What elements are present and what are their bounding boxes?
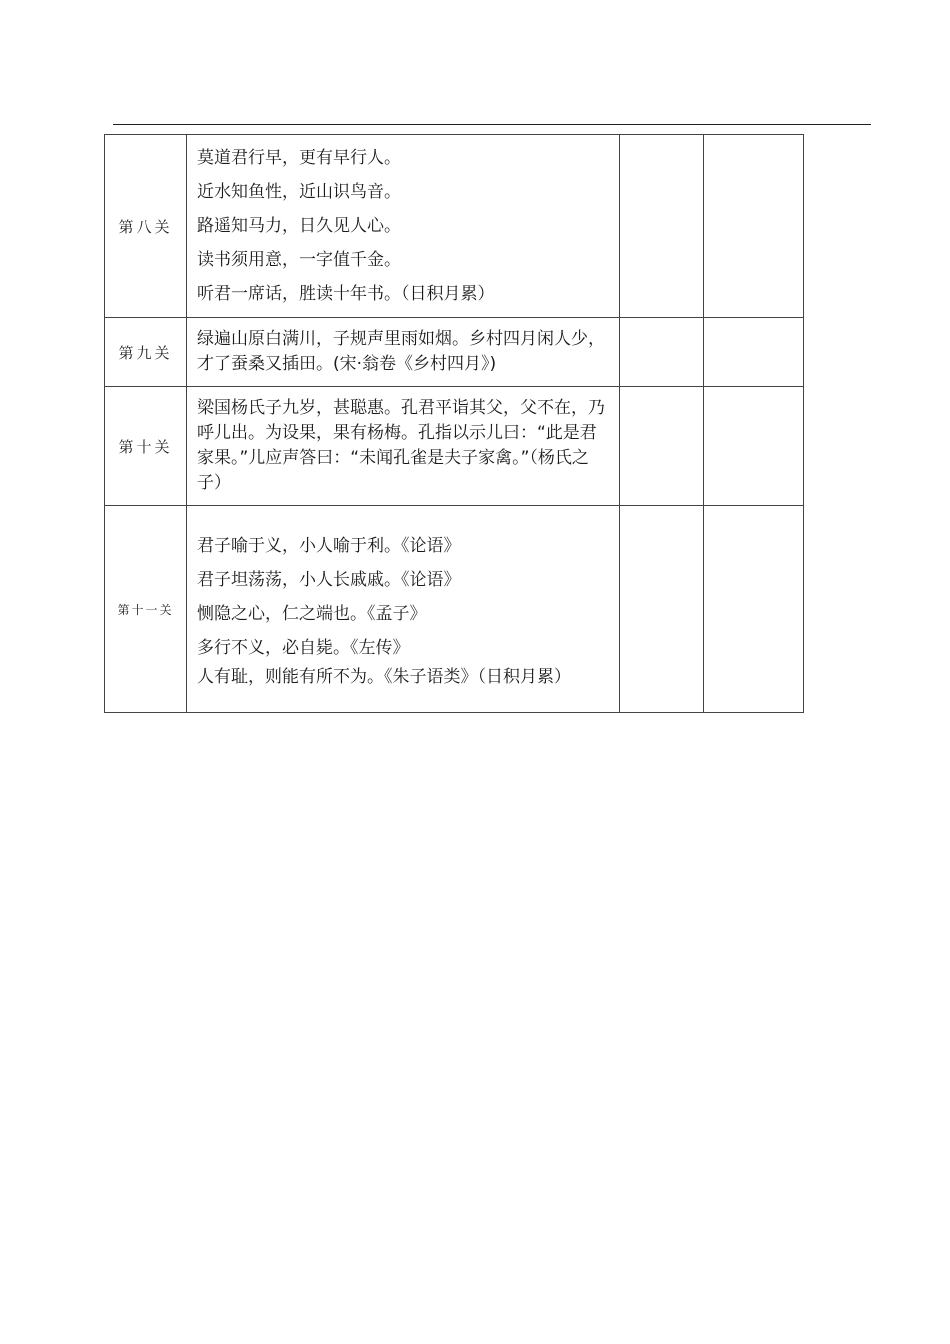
blank-cell [704,387,804,506]
blank-cell [704,135,804,318]
level-name: 第八关 [105,135,187,318]
level-content [187,506,620,713]
level-name: 第九关 [105,318,187,387]
blank-cell [704,318,804,387]
blank-cell [704,506,804,713]
verse-line: 多行不义，必自毙。《左传》 [197,637,410,658]
verse-line: 近水知鱼性，近山识鸟音。 [197,182,401,202]
level-name: 第十一关 [105,506,187,713]
verse-line: 莫道君行早，更有早行人。 [197,148,401,168]
verse-line: 人有耻，则能有所不为。《朱子语类》（日积月累） [197,666,571,687]
level-content [187,318,620,387]
table-row [105,318,804,387]
table-row [105,387,804,506]
level-content [187,387,620,506]
table-row [105,135,804,318]
verse-line: 恻隐之心，仁之端也。《孟子》 [197,603,427,624]
verse-line: 君子坦荡荡，小人长戚戚。《论语》 [197,569,461,590]
blank-cell [620,318,704,387]
recitation-levels-table [104,134,804,713]
verse-line: 听君一席话，胜读十年书。（日积月累） [197,284,495,304]
verse-line: 读书须用意，一字值千金。 [197,250,401,270]
verse-line: 路遥知马力，日久见人心。 [197,216,401,236]
blank-cell [620,387,704,506]
blank-cell [620,135,704,318]
poem-text: 绿遍山原白满川，子规声里雨如烟。乡村四月闲人少，才了蚕桑又插田。(宋·翁卷《乡村四月》) [197,329,605,374]
table-row [105,506,804,713]
header-rule [113,124,871,125]
level-name: 第十关 [105,387,187,506]
verse-line: 君子喻于义，小人喻于利。《论语》 [197,535,461,556]
level-content [187,135,620,318]
blank-cell [620,506,704,713]
passage-text: 梁国杨氏子九岁，甚聪惠。孔君平诣其父，父不在，乃呼儿出。为设果，果有杨梅。孔指以示儿曰：“此是君家果。”儿应声答曰：“未闻孔雀是夫子家禽。”（杨氏之子） [197,398,605,493]
